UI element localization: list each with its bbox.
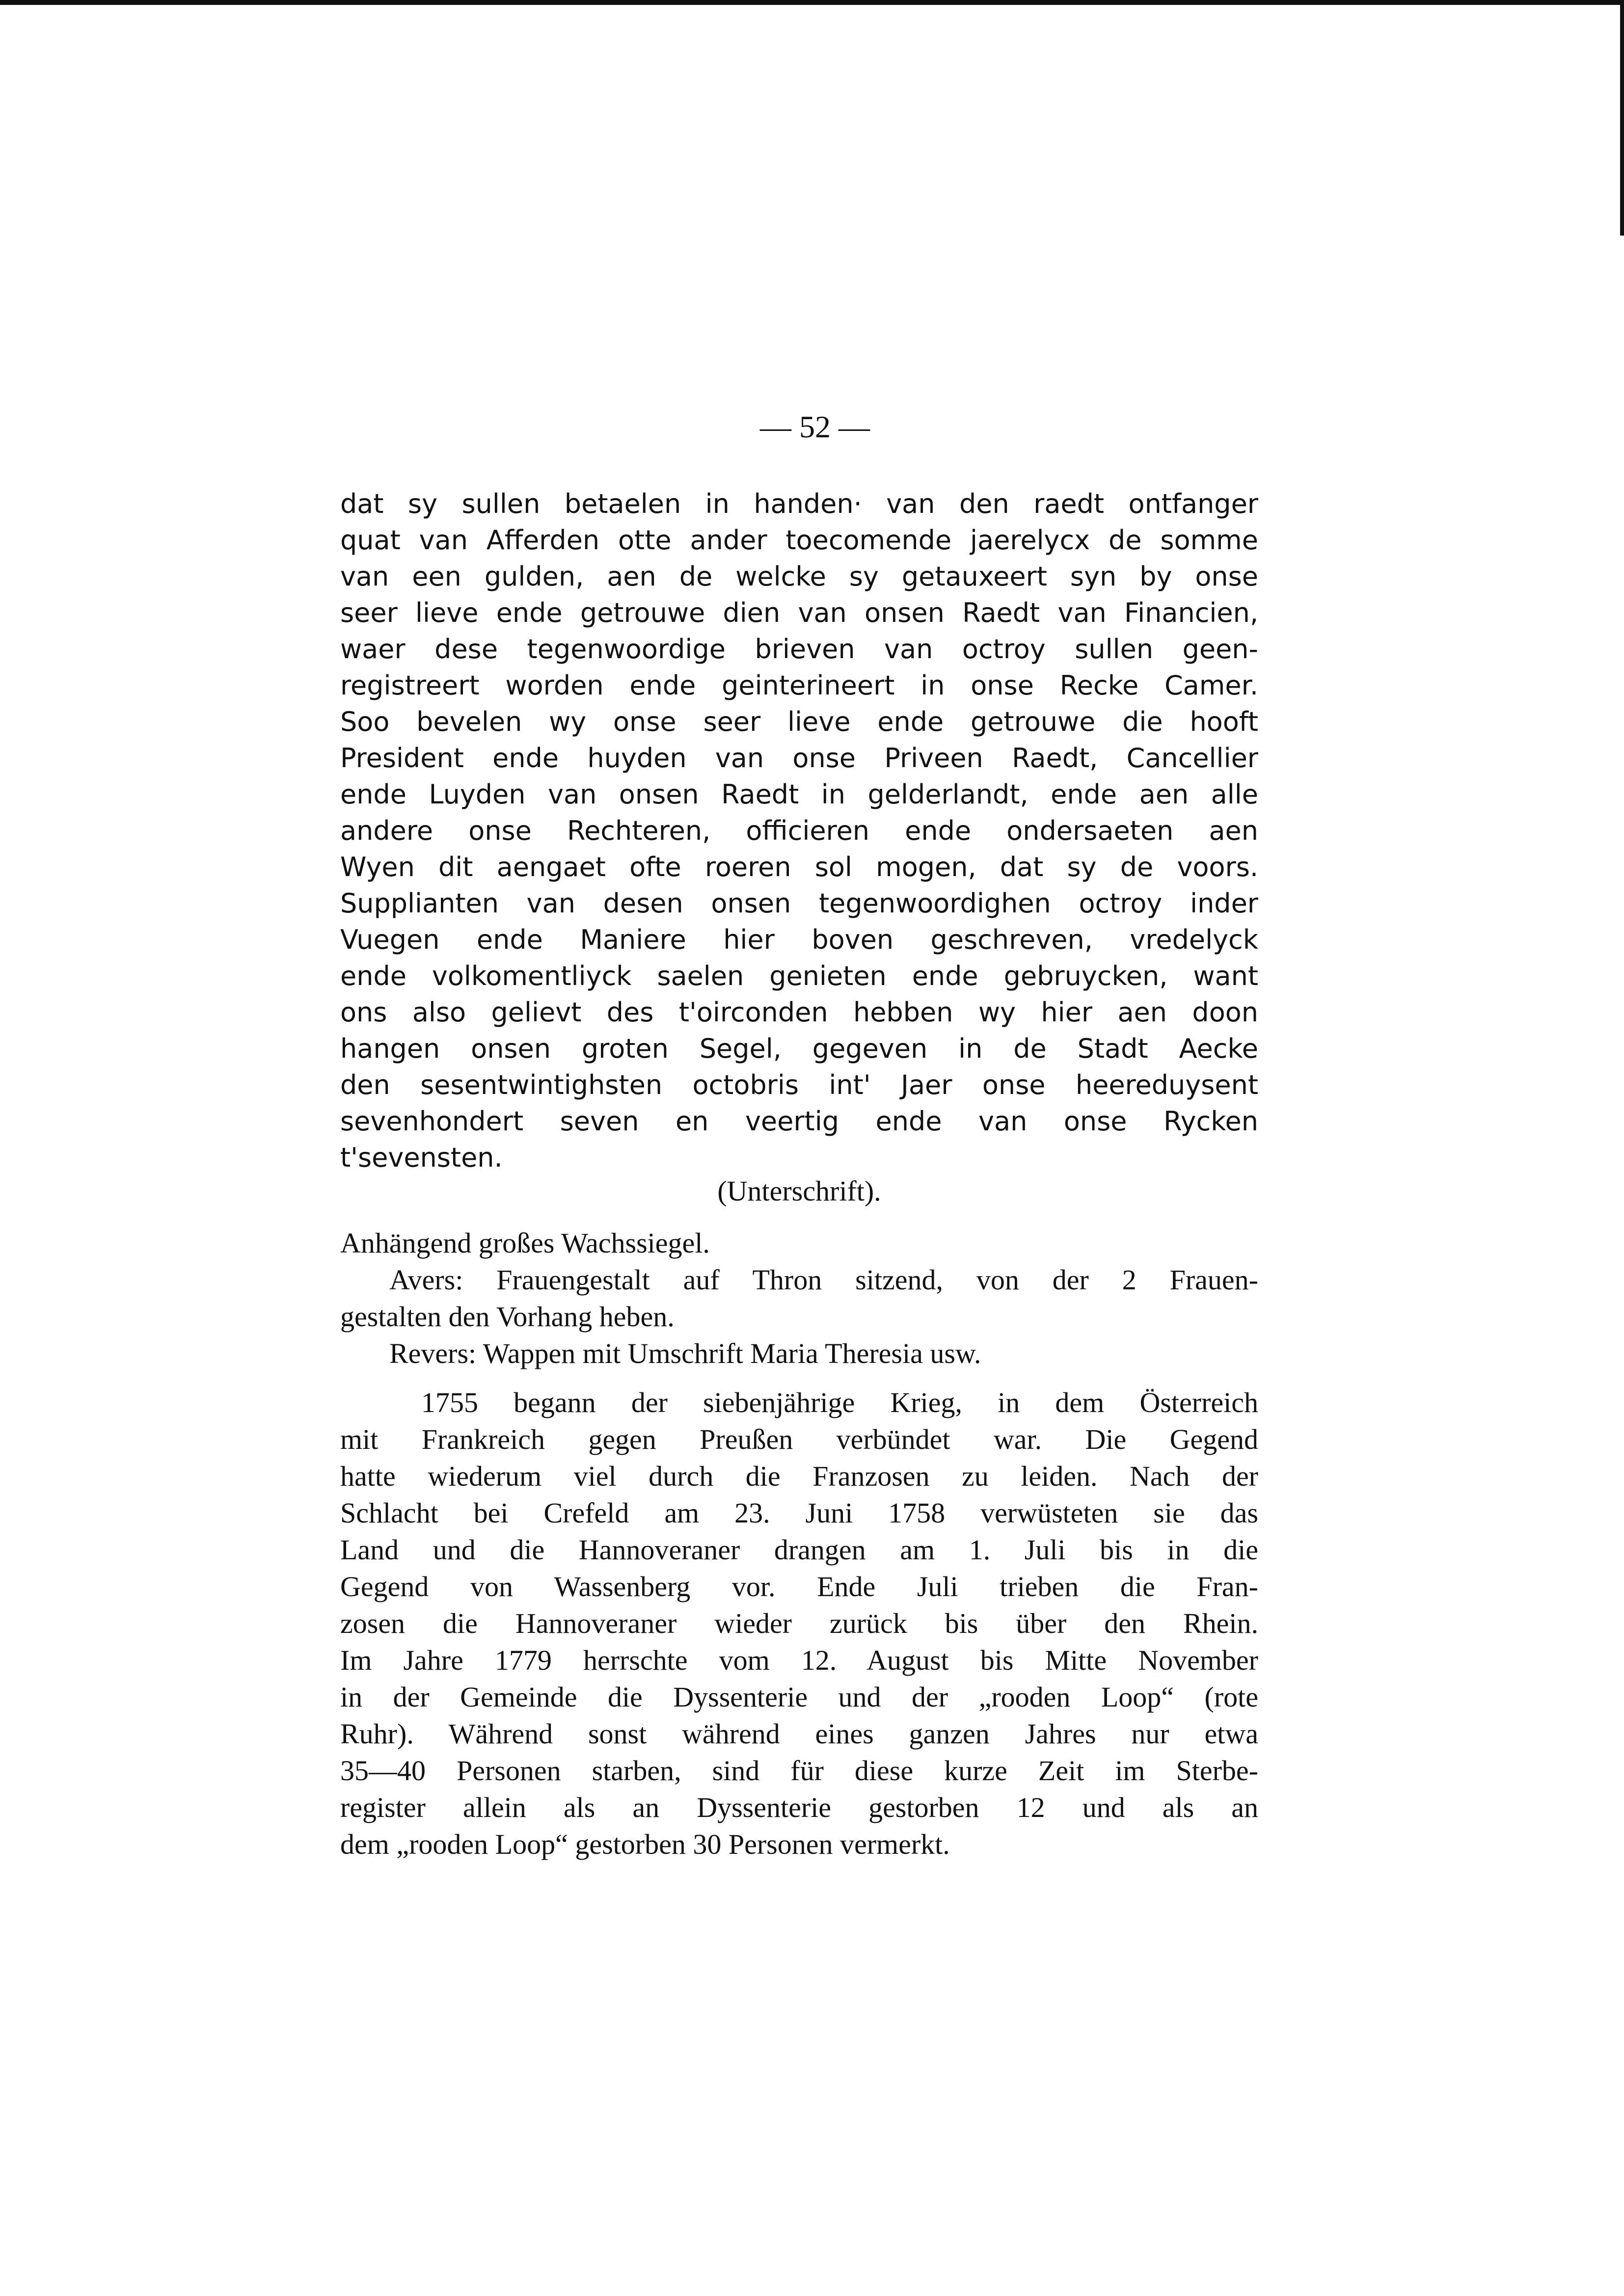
dutch-line: Wyen dit aengaet ofte roeren sol mogen, dat sy de voors. <box>340 852 1258 882</box>
dutch-line: seer lieve ende getrouwe dien van onsen Raedt van Financien, <box>340 597 1258 628</box>
seal-obverse-line: Avers: Frauengestalt auf Thron sitzend, von der 2 Frauen- <box>389 1264 1258 1296</box>
history-line: dem „rooden Loop“ gestorben 30 Personen vermerkt. <box>340 1828 950 1860</box>
dutch-line: ende volkomentliyck saelen genieten ende gebruycken, want <box>340 961 1258 991</box>
history-line: 1755 begann der siebenjährige Krieg, in dem Österreich <box>421 1387 1258 1418</box>
right-border-line <box>1620 0 1624 236</box>
history-line: Ruhr). Während sonst während eines ganzen Jahres nur etwa <box>340 1718 1258 1750</box>
page-number: — 52 — <box>760 409 870 444</box>
dutch-line: Supplianten van desen onsen tegenwoordighen octroy inder <box>340 888 1258 919</box>
dutch-line: dat sy sullen betaelen in handen· van den raedt ontfanger <box>340 488 1258 519</box>
dutch-line: quat van Afferden otte ander toecomende jaerelycx de somme <box>340 525 1258 556</box>
history-line: Im Jahre 1779 herrschte vom 12. August bis Mitte November <box>340 1644 1258 1676</box>
history-line: zosen die Hannoveraner wieder zurück bis über den Rhein. <box>340 1607 1258 1639</box>
german-text <box>340 1225 1258 1863</box>
dutch-line: hangen onsen groten Segel, gegeven in de Stadt Aecke <box>340 1033 1258 1064</box>
dutch-line: van een gulden, aen de welcke sy getauxeert syn by onse <box>340 561 1258 592</box>
history-line: mit Frankreich gegen Preußen verbündet war. Die Gegend <box>340 1423 1258 1455</box>
dutch-line: den sesentwintighsten octobris int' Jaer onse heereduysent <box>340 1069 1258 1100</box>
dutch-line: t'sevensten. <box>340 1142 503 1173</box>
history-line: in der Gemeinde die Dyssenterie und der „rooden Loop“ (rote <box>340 1681 1258 1713</box>
dutch-line: andere onse Rechteren, officieren ende ondersaeten aen <box>340 815 1258 846</box>
history-line: Gegend von Wassenberg vor. Ende Juli trieben die Fran- <box>340 1571 1258 1602</box>
seal-description-heading: Anhängend großes Wachssiegel. <box>340 1227 710 1259</box>
dutch-line: Soo bevelen wy onse seer lieve ende getrouwe die hooft <box>340 706 1258 737</box>
seal-reverse-line: Revers: Wappen mit Umschrift Maria Theresia usw. <box>389 1337 981 1369</box>
history-line: register allein als an Dyssenterie gestorben 12 und als an <box>340 1791 1258 1823</box>
dutch-line: waer dese tegenwoordige brieven van octroy sullen geen- <box>340 634 1258 665</box>
history-line: Schlacht bei Crefeld am 23. Juni 1758 verwüsteten sie das <box>340 1497 1258 1529</box>
history-line: hatte wiederum viel durch die Franzosen zu leiden. Nach der <box>340 1460 1258 1492</box>
seal-obverse-continuation: gestalten den Vorhang heben. <box>340 1301 675 1333</box>
dutch-charter-text <box>340 486 1258 1176</box>
top-border-line <box>0 0 1624 5</box>
signature-note: (Unterschrift). <box>717 1175 881 1207</box>
dutch-line: President ende huyden van onse Priveen Raedt, Cancellier <box>340 743 1258 774</box>
dutch-line: ons also gelievt des t'oirconden hebben wy hier aen doon <box>340 997 1258 1028</box>
dutch-line: sevenhondert seven en veertig ende van onse Rycken <box>340 1106 1258 1137</box>
dutch-line: Vuegen ende Maniere hier boven geschreven, vredelyck <box>340 924 1258 955</box>
dutch-line: registreert worden ende geinterineert in onse Recke Camer. <box>340 670 1258 701</box>
dutch-line: ende Luyden van onsen Raedt in gelderlandt, ende aen alle <box>340 779 1258 810</box>
history-line: 35—40 Personen starben, sind für diese kurze Zeit im Sterbe- <box>340 1755 1258 1787</box>
history-line: Land und die Hannoveraner drangen am 1. Juli bis in die <box>340 1534 1258 1566</box>
